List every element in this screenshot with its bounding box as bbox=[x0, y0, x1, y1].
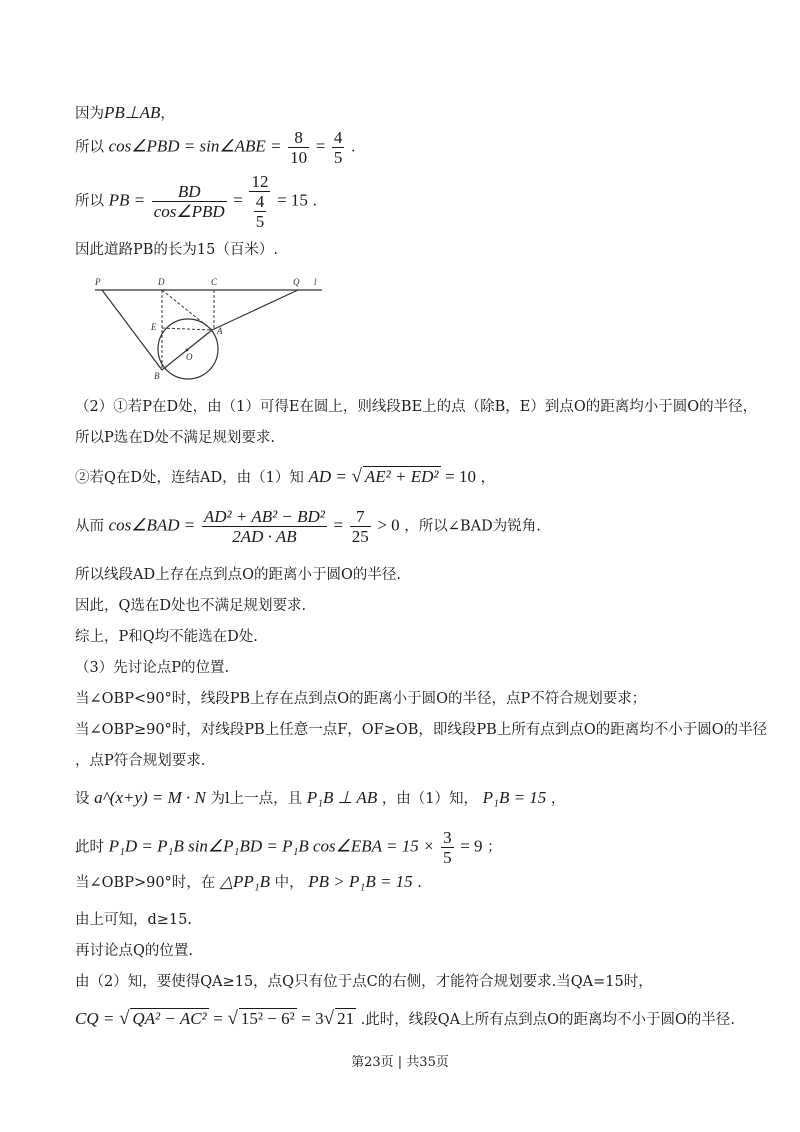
formula-line: 从而 cos∠BAD = $\frac{\text{AD² + AB² − BD²}}{2AD \cdot AB}$ = $\frac{7}{25}$ > 0 ，所以∠BAD为锐角. bbox=[75, 507, 541, 546]
label-b: B bbox=[154, 371, 160, 381]
label-p: P bbox=[95, 277, 101, 287]
segment-ea bbox=[162, 328, 212, 330]
label-d: D bbox=[158, 277, 165, 287]
text-line: 因为PB⊥AB， bbox=[75, 103, 175, 122]
text-line: 当∠OBP<90°时，线段PB上存在点到点O的距离小于圆O的半径，点P不符合规划要求； bbox=[75, 691, 647, 707]
center-o bbox=[186, 349, 189, 352]
label-q: Q bbox=[293, 277, 300, 287]
formula-line: 此时 P₁D = P₁B sin∠P₁BD = P₁B cos∠EBA = 15 × $\frac{3}{5}$ = 9 ； bbox=[75, 828, 502, 867]
text-line: 因此道路PB的长为15（百米）. bbox=[75, 242, 278, 258]
text-line: （3）先讨论点P的位置. bbox=[75, 660, 230, 676]
formula-line: ②若Q在D处，连结AD，由（1）知 AD = √ AE² + ED² = 10 ， bbox=[75, 466, 496, 487]
text-line: 由上可知，d≥15. bbox=[75, 912, 192, 928]
geometry-figure bbox=[90, 272, 330, 387]
compound-fraction: $\frac{12}{\frac{4}{5}}$ bbox=[251, 172, 269, 231]
label-l: l bbox=[314, 277, 317, 287]
formula-line: 设 a^(x+y) = M · N 为l上一点，且 P₁B ⊥ AB ，由（1）知， P₁B = 15 ， bbox=[75, 788, 566, 807]
segment-qa bbox=[212, 290, 298, 330]
fraction: $\frac{7}{25}$ bbox=[351, 507, 369, 546]
fraction: $\frac{\text{AD² + AB² − BD²}}{2AD \cdot AB}$ bbox=[203, 507, 325, 546]
formula-line: 所以 cos∠PBD = sin∠ABE = $\frac{8}{10}$ = $\frac{4}{5}$ . bbox=[75, 128, 356, 167]
text-line: 再讨论点Q的位置. bbox=[75, 943, 193, 959]
text-line: 由（2）知，要使得QA≥15，点Q只有位于点C的右侧，才能符合规划要求.当QA=15时， bbox=[75, 974, 653, 990]
fraction: $\frac{BD}{\text{cos∠PBD}}$ bbox=[153, 182, 225, 221]
label-a: A bbox=[217, 326, 223, 336]
fraction: $\frac{3}{5}$ bbox=[443, 828, 452, 867]
fraction: $\frac{8}{10}$ bbox=[290, 128, 308, 167]
text-line: 综上，P和Q均不能选在D处. bbox=[75, 629, 258, 645]
text-line: 当∠OBP≥90°时，对线段PB上任意一点F，OF≥OB，即线段PB上所有点到点O的距离均不小于圆O的半径 bbox=[75, 722, 768, 738]
label-e: E bbox=[151, 322, 157, 332]
formula-line: 当∠OBP>90°时，在 △PP₁B 中， PB > P₁B = 15 . bbox=[75, 872, 422, 891]
text-line: 因此，Q选在D处也不满足规划要求. bbox=[75, 598, 307, 614]
fraction: $\frac{4}{5}$ bbox=[333, 128, 343, 167]
text-line: 所以线段AD上存在点到点O的距离小于圆O的半径. bbox=[75, 567, 401, 583]
label-c: C bbox=[211, 277, 218, 287]
formula-line: CQ = √ QA² − AC² = √ 15² − 6² = 3√ 21 .此时，线段QA上所有点到点O的距离均不小于圆O的半径. bbox=[75, 1008, 736, 1029]
text-line: （2）①若P在D处，由（1）可得E在圆上，则线段BE上的点（除B，E）到点O的距离均小于圆O的半径， bbox=[75, 399, 758, 415]
text-line: 所以P选在D处不满足规划要求. bbox=[75, 430, 275, 446]
formula-line: 所以 PB = $\frac{BD}{\text{cos∠PBD}}$ = $\frac{12}{\frac{4}{5}}$ = 15 . bbox=[75, 172, 318, 231]
text-line: ，点P符合规划要求. bbox=[75, 753, 206, 769]
label-o: O bbox=[186, 352, 193, 362]
page-footer: 第23页 | 共35页 bbox=[351, 1055, 449, 1070]
